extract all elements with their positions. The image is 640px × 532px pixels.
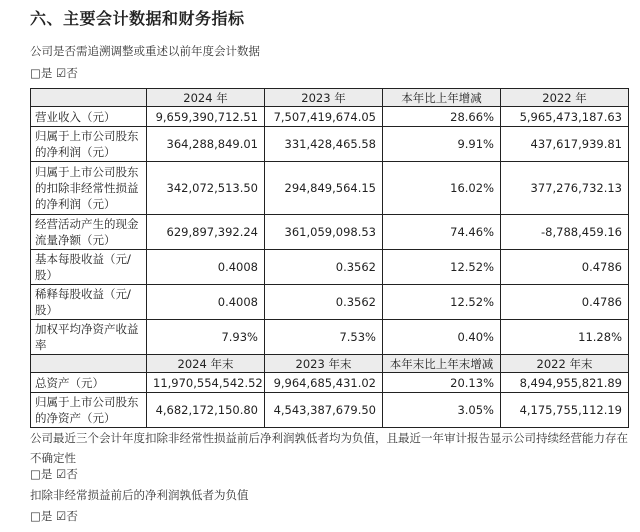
row-label: 稀释每股收益（元/股） xyxy=(31,285,147,320)
table-cell: 12.52% xyxy=(383,285,501,320)
row-label: 基本每股收益（元/股） xyxy=(31,250,147,285)
table-row xyxy=(31,127,629,162)
table-cell: 7.93% xyxy=(147,320,265,355)
header-cell: 2024 年 xyxy=(147,89,265,107)
table-cell: 437,617,939.81 xyxy=(501,127,629,162)
table-row xyxy=(31,393,629,428)
table-cell: 4,175,755,112.19 xyxy=(501,393,629,428)
table-cell: 16.02% xyxy=(383,162,501,215)
row-label: 加权平均净资产收益率 xyxy=(31,320,147,355)
header-cell: 2023 年末 xyxy=(265,355,383,373)
table-cell: 28.66% xyxy=(383,107,501,127)
table-cell: -8,788,459.16 xyxy=(501,215,629,250)
table-cell: 7,507,419,674.05 xyxy=(265,107,383,127)
table-row xyxy=(31,107,629,127)
restatement-question: 公司是否需追溯调整或重述以前年度会计数据 xyxy=(30,44,260,58)
header-cell: 2022 年末 xyxy=(501,355,629,373)
row-label: 营业收入（元） xyxy=(31,107,147,127)
going-concern-answer: □是 ☑否 xyxy=(30,467,78,481)
table-row xyxy=(31,162,629,215)
table-cell: 342,072,513.50 xyxy=(147,162,265,215)
table-cell: 0.4008 xyxy=(147,285,265,320)
table-cell: 0.3562 xyxy=(265,250,383,285)
table-header-row xyxy=(31,355,629,373)
negative-profit-answer: □是 ☑否 xyxy=(30,509,78,523)
table-cell: 9.91% xyxy=(383,127,501,162)
row-label: 总资产（元） xyxy=(31,373,147,393)
negative-profit-question: 扣除非经常损益前后的净利润孰低者为负值 xyxy=(30,488,249,502)
table-row xyxy=(31,285,629,320)
table-cell: 20.13% xyxy=(383,373,501,393)
row-label: 归属于上市公司股东的扣除非经常性损益的净利润（元） xyxy=(31,162,147,215)
table-cell: 7.53% xyxy=(265,320,383,355)
table-cell: 629,897,392.24 xyxy=(147,215,265,250)
table-cell: 0.4786 xyxy=(501,250,629,285)
table-row xyxy=(31,250,629,285)
table-cell: 12.52% xyxy=(383,250,501,285)
table-row xyxy=(31,373,629,393)
header-cell: 本年末比上年末增减 xyxy=(383,355,501,373)
table-cell: 11,970,554,542.52 xyxy=(147,373,265,393)
table-cell: 0.40% xyxy=(383,320,501,355)
header-cell: 本年比上年增减 xyxy=(383,89,501,107)
table-cell: 74.46% xyxy=(383,215,501,250)
row-label: 归属于上市公司股东的净利润（元） xyxy=(31,127,147,162)
table-cell: 11.28% xyxy=(501,320,629,355)
row-label: 归属于上市公司股东的净资产（元） xyxy=(31,393,147,428)
table-row xyxy=(31,320,629,355)
table-cell: 4,682,172,150.80 xyxy=(147,393,265,428)
restatement-answer: □是 ☑否 xyxy=(30,66,78,80)
table-cell: 9,964,685,431.02 xyxy=(265,373,383,393)
table-cell: 5,965,473,187.63 xyxy=(501,107,629,127)
table-cell: 8,494,955,821.89 xyxy=(501,373,629,393)
row-label: 经营活动产生的现金流量净额（元） xyxy=(31,215,147,250)
financial-indicators-table xyxy=(30,88,629,428)
table-cell: 9,659,390,712.51 xyxy=(147,107,265,127)
header-cell: 2024 年末 xyxy=(147,355,265,373)
table-cell: 4,543,387,679.50 xyxy=(265,393,383,428)
header-cell: 2022 年 xyxy=(501,89,629,107)
going-concern-question: 公司最近三个会计年度扣除非经常性损益前后净利润孰低者均为负值，且最近一年审计报告显示公司持续经营能力存在不确定性 xyxy=(30,431,628,465)
table-cell: 294,849,564.15 xyxy=(265,162,383,215)
table-cell: 0.4786 xyxy=(501,285,629,320)
header-cell xyxy=(31,89,147,107)
table-cell: 361,059,098.53 xyxy=(265,215,383,250)
table-header-row xyxy=(31,89,629,107)
table-cell: 364,288,849.01 xyxy=(147,127,265,162)
table-cell: 0.4008 xyxy=(147,250,265,285)
table-row xyxy=(31,215,629,250)
table-cell: 3.05% xyxy=(383,393,501,428)
table-cell: 331,428,465.58 xyxy=(265,127,383,162)
section-title: 六、主要会计数据和财务指标 xyxy=(30,9,245,28)
table-cell: 0.3562 xyxy=(265,285,383,320)
table-cell: 377,276,732.13 xyxy=(501,162,629,215)
header-cell xyxy=(31,355,147,373)
header-cell: 2023 年 xyxy=(265,89,383,107)
